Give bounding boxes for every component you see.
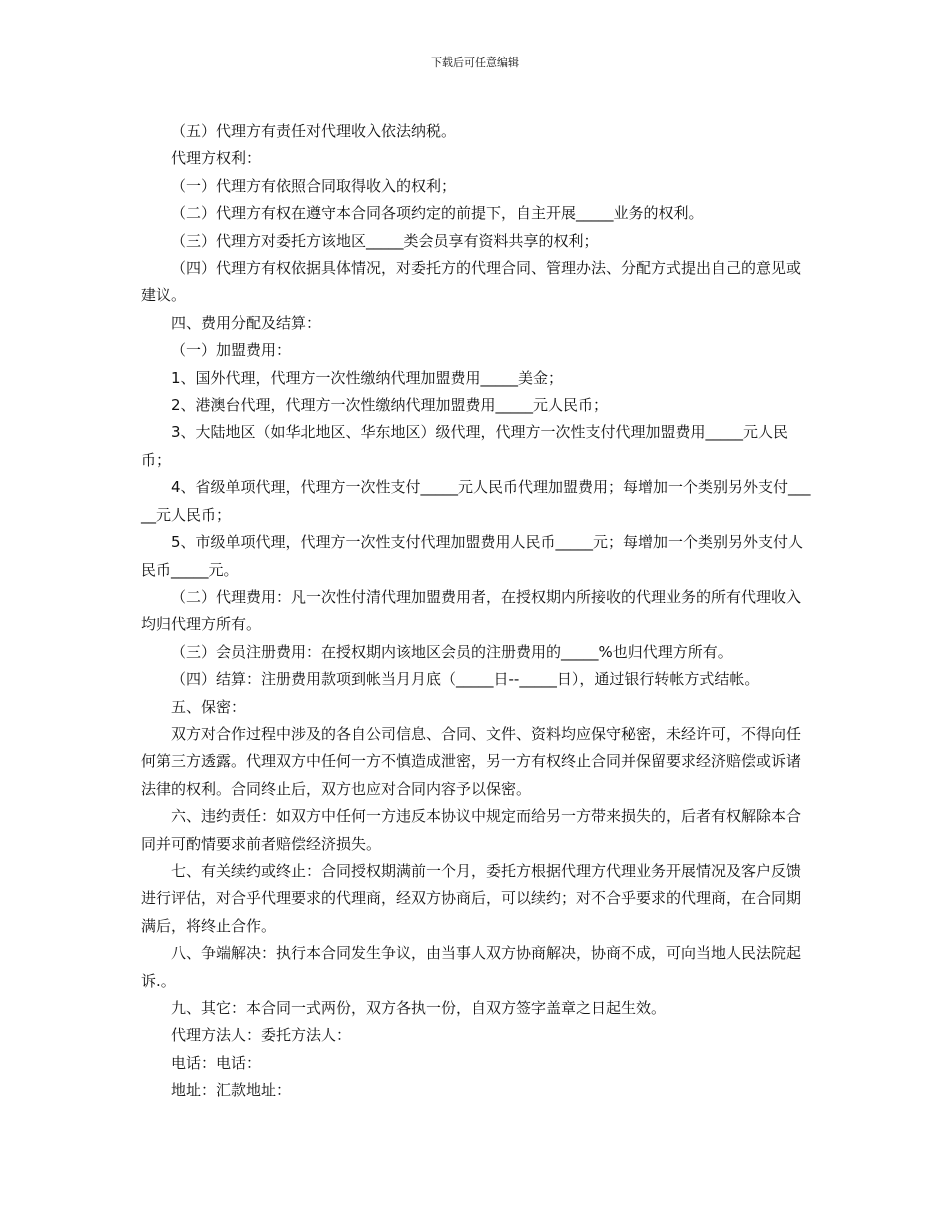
- clause-confidentiality: 双方对合作过程中涉及的各自公司信息、合同、文件、资料均应保守秘密，未经许可，不得向任何第三方透露。代理双方中任何一方不慎造成泄密，另一方有权终止合同并保留要求经济赔偿或诉诸法律的权利。合同终止后，双方也应对合同内容予以保密。: [141, 724, 802, 798]
- signature-legal-persons: 代理方法人：委托方法人：: [171, 1026, 352, 1045]
- clause-business-right: （二）代理方有权在遵守本合同各项约定的前提下，自主开展_____业务的权利。: [171, 204, 704, 223]
- clause-member-registration-fee: （三）会员注册费用：在授权期内该地区会员的注册费用的_____%也归代理方所有。: [171, 642, 733, 661]
- page-header: 下载后可任意编辑: [431, 56, 519, 69]
- clause-franchise-fee-heading: （一）加盟费用：: [171, 341, 292, 360]
- clause-data-sharing-right: （三）代理方对委托方该地区_____类会员享有资料共享的权利；: [171, 231, 599, 250]
- clause-fee-city: 5、市级单项代理，代理方一次性支付代理加盟费用人民币_____元；每增加一个类别另外支付人民币_____元。: [141, 533, 804, 579]
- clause-fee-provincial: 4、省级单项代理，代理方一次性支付_____元人民币代理加盟费用；每增加一个类别另外支付_____元人民币；: [141, 478, 811, 524]
- signature-phones: 电话：电话：: [171, 1053, 262, 1072]
- contract-body: [141, 118, 811, 1105]
- section-fees-heading: 四、费用分配及结算：: [171, 313, 322, 332]
- section-confidentiality-heading: 五、保密：: [171, 697, 247, 716]
- section-agent-rights-heading: 代理方权利：: [171, 149, 262, 168]
- clause-fee-hk-macau-taiwan: 2、港澳台代理，代理方一次性缴纳代理加盟费用_____元人民币；: [171, 396, 609, 415]
- clause-settlement: （四）结算：注册费用款项到帐当月月底（_____日--_____日），通过银行转帐方式结帐。: [171, 670, 760, 689]
- clause-miscellaneous: 九、其它：本合同一式两份，双方各执一份，自双方签字盖章之日起生效。: [171, 999, 667, 1017]
- clause-income-right: （一）代理方有依照合同取得收入的权利；: [171, 176, 457, 195]
- clause-breach-liability: 六、违约责任：如双方中任何一方违反本协议中规定而给另一方带来损失的，后者有权解除本合同并可酌情要求前者赔偿经济损失。: [141, 807, 802, 853]
- clause-agency-fee: （二）代理费用：凡一次性付清代理加盟费用者，在授权期内所接收的代理业务的所有代理收入均归代理方所有。: [141, 587, 802, 634]
- clause-renewal-termination: 七、有关续约或终止：合同授权期满前一个月，委托方根据代理方代理业务开展情况及客户反馈进行评估，对合乎代理要求的代理商，经双方协商后，可以续约；对不合乎要求的代理商，在合同期满后，将终止合作。: [141, 861, 802, 935]
- signature-addresses: 地址：汇款地址：: [171, 1081, 292, 1100]
- clause-fee-mainland-region: 3、大陆地区（如华北地区、华东地区）级代理，代理方一次性支付代理加盟费用_____元人民币；: [141, 423, 789, 469]
- clause-dispute-resolution: 八、争端解决：执行本合同发生争议，由当事人双方协商解决，协商不成，可向当地人民法院起诉.。: [141, 944, 802, 990]
- clause-tax-duty: （五）代理方有责任对代理收入依法纳税。: [171, 122, 457, 140]
- clause-suggestion-right: （四）代理方有权依据具体情况，对委托方的代理合同、管理办法、分配方式提出自己的意见或建议。: [141, 259, 802, 305]
- clause-fee-overseas: 1、国外代理，代理方一次性缴纳代理加盟费用_____美金；: [171, 368, 564, 387]
